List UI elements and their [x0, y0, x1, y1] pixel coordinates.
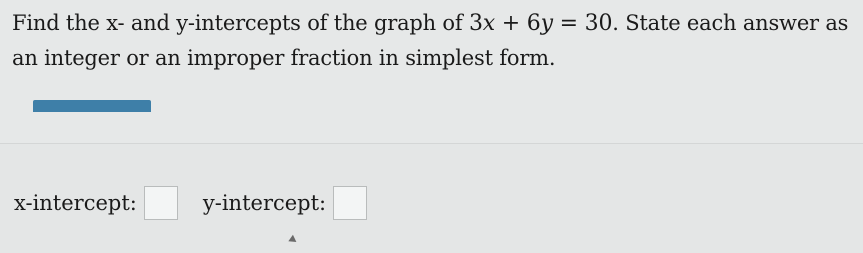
x-intercept-label: x-intercept:	[14, 191, 137, 215]
y-intercept-input[interactable]	[333, 186, 367, 220]
equation-coef-x: 3	[468, 11, 483, 36]
submit-button[interactable]	[33, 100, 151, 112]
equation-var-y: y	[540, 11, 553, 36]
x-intercept-input[interactable]	[144, 186, 178, 220]
y-intercept-label: y-intercept:	[202, 191, 327, 215]
equation-equals: =	[552, 11, 585, 36]
equation-plus: +	[494, 11, 527, 36]
question-text	[12, 6, 857, 76]
equation-coef-y: 6	[526, 11, 541, 36]
equation-var-x: x	[482, 11, 495, 36]
answer-row	[14, 186, 367, 220]
equation	[469, 11, 612, 36]
answer-panel	[0, 143, 863, 253]
equation-rhs: 30	[584, 11, 613, 36]
question-prefix: Find the x- and y-intercepts of the graph of	[12, 11, 469, 35]
question-suffix: . State each answer as an integer or an improper fraction in simplest form.	[12, 11, 849, 70]
